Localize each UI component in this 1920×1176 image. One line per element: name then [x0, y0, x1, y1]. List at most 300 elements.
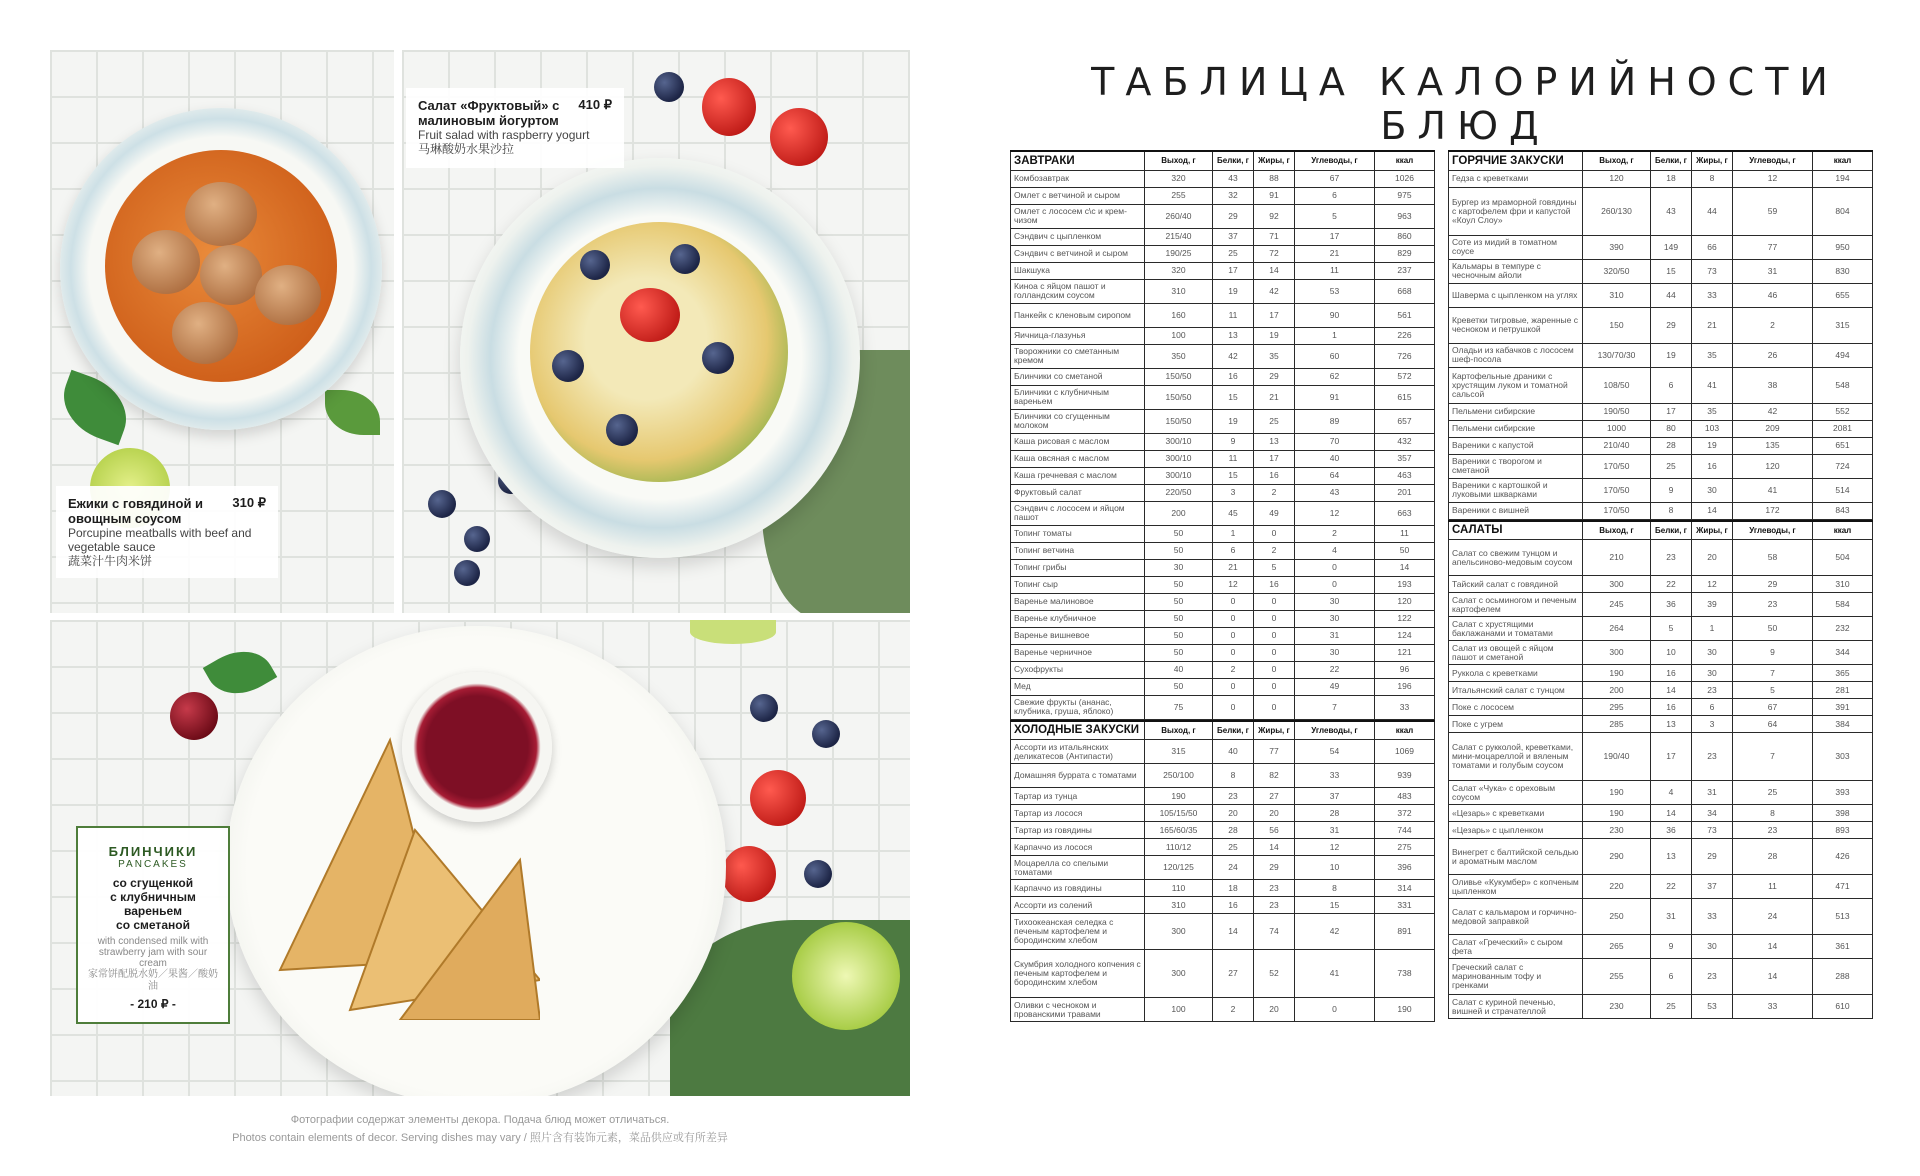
cell-fat: 6 [1692, 699, 1733, 716]
cherry-decor [170, 692, 218, 740]
cell-protein: 44 [1651, 283, 1692, 307]
cell-output: 300 [1145, 914, 1213, 950]
cell-output: 250 [1583, 899, 1651, 935]
cell-kcal: 891 [1375, 914, 1435, 950]
cell-protein: 23 [1213, 788, 1254, 805]
table-row [1011, 805, 1435, 822]
cell-carbs: 42 [1295, 914, 1375, 950]
strawberry-decor [702, 78, 756, 136]
table-row [1449, 576, 1873, 593]
dish-name: Сэндвич с лососем и яйцом пашот [1011, 501, 1145, 525]
table-row [1011, 484, 1435, 501]
dish-price: 410 ₽ [578, 97, 612, 112]
table-row [1011, 542, 1435, 559]
table-row [1449, 367, 1873, 403]
cell-protein: 14 [1651, 682, 1692, 699]
cell-kcal: 122 [1375, 610, 1435, 627]
dish-name: Вареники с капустой [1449, 437, 1583, 454]
cell-kcal: 237 [1375, 262, 1435, 279]
dish-name: Карпаччо из лосося [1011, 839, 1145, 856]
cell-output: 300 [1145, 950, 1213, 998]
pancake-option: со сгущенкой [112, 876, 194, 890]
table-row [1011, 245, 1435, 262]
cell-fat: 5 [1254, 559, 1295, 576]
cell-fat: 2 [1254, 542, 1295, 559]
table-row [1449, 170, 1873, 187]
table-row [1449, 716, 1873, 733]
cell-output: 130/70/30 [1583, 343, 1651, 367]
cell-carbs: 33 [1733, 995, 1813, 1019]
blueberry-decor [804, 860, 832, 888]
cell-protein: 4 [1651, 781, 1692, 805]
cell-output: 108/50 [1583, 367, 1651, 403]
cell-carbs: 21 [1295, 245, 1375, 262]
cell-carbs: 14 [1733, 959, 1813, 995]
cell-kcal: 829 [1375, 245, 1435, 262]
dish-name: Оладьи из кабачков с лососем шеф-посола [1449, 343, 1583, 367]
cell-carbs: 53 [1295, 279, 1375, 303]
cell-protein: 18 [1213, 880, 1254, 897]
dish-name: Салат из овощей с яйцом пашот и сметаной [1449, 641, 1583, 665]
dish-name: Картофельные драники с хрустящим луком и томатной сальсой [1449, 367, 1583, 403]
cell-fat: 0 [1254, 627, 1295, 644]
cell-kcal: 950 [1813, 235, 1873, 259]
cell-fat: 14 [1254, 839, 1295, 856]
dish-name: Вареники с творогом и сметаной [1449, 454, 1583, 478]
column-header-kcal: ккал [1375, 721, 1435, 740]
cell-fat: 71 [1254, 228, 1295, 245]
column-header-output: Выход, г [1145, 721, 1213, 740]
cell-protein: 2 [1213, 998, 1254, 1022]
table-row [1449, 733, 1873, 781]
cell-fat: 23 [1254, 897, 1295, 914]
cell-carbs: 8 [1295, 880, 1375, 897]
cell-kcal: 121 [1375, 644, 1435, 661]
cell-fat: 103 [1692, 420, 1733, 437]
cell-kcal: 120 [1375, 593, 1435, 610]
cell-output: 150/50 [1145, 409, 1213, 433]
table-row [1011, 303, 1435, 327]
dish-name: Скумбрия холодного копчения с печеным картофелем и бородинским хлебом [1011, 950, 1145, 998]
cell-kcal: 1069 [1375, 740, 1435, 764]
cell-carbs: 41 [1295, 950, 1375, 998]
cell-kcal: 310 [1813, 576, 1873, 593]
cell-kcal: 548 [1813, 367, 1873, 403]
dish-name: Винегрет с балтийской сельдью и ароматным маслом [1449, 839, 1583, 875]
cell-output: 120 [1583, 170, 1651, 187]
cell-kcal: 744 [1375, 822, 1435, 839]
cell-kcal: 226 [1375, 327, 1435, 344]
cell-protein: 5 [1651, 617, 1692, 641]
table-row [1011, 385, 1435, 409]
cell-fat: 29 [1692, 839, 1733, 875]
cell-carbs: 0 [1295, 576, 1375, 593]
cell-carbs: 30 [1295, 610, 1375, 627]
dish-name: Салат с кальмаром и горчично-медовой заправкой [1449, 899, 1583, 935]
cell-output: 50 [1145, 542, 1213, 559]
column-header-fat: Жиры, г [1254, 151, 1295, 170]
cell-kcal: 504 [1813, 540, 1873, 576]
cell-output: 150/50 [1145, 368, 1213, 385]
cell-protein: 0 [1213, 593, 1254, 610]
cell-fat: 3 [1692, 716, 1733, 733]
table-row [1011, 661, 1435, 678]
table-row [1011, 788, 1435, 805]
table-row [1449, 959, 1873, 995]
cell-output: 210/40 [1583, 437, 1651, 454]
column-header-output: Выход, г [1145, 151, 1213, 170]
cell-kcal: 396 [1375, 856, 1435, 880]
cell-protein: 32 [1213, 187, 1254, 204]
photo-fruit-salad [402, 50, 910, 613]
cell-kcal: 494 [1813, 343, 1873, 367]
dish-name-cn: 蔬菜汁牛肉米饼 [68, 554, 153, 568]
cell-kcal: 344 [1813, 641, 1873, 665]
cell-fat: 13 [1254, 433, 1295, 450]
cell-output: 1000 [1583, 420, 1651, 437]
dish-name: Вареники с картошкой и луковыми шкварками [1449, 478, 1583, 502]
cell-carbs: 67 [1295, 170, 1375, 187]
cell-fat: 16 [1254, 576, 1295, 593]
cell-output: 50 [1145, 593, 1213, 610]
column-header-carbs: Углеводы, г [1733, 521, 1813, 540]
cell-protein: 16 [1651, 665, 1692, 682]
cell-carbs: 64 [1295, 467, 1375, 484]
dish-name: Домашняя буррата с томатами [1011, 764, 1145, 788]
cell-carbs: 50 [1733, 617, 1813, 641]
cell-carbs: 30 [1295, 644, 1375, 661]
cell-output: 190 [1583, 665, 1651, 682]
cell-protein: 31 [1651, 899, 1692, 935]
pancake-option: со сметаной [116, 918, 190, 932]
cell-carbs: 41 [1733, 478, 1813, 502]
cell-protein: 24 [1213, 856, 1254, 880]
cell-kcal: 2081 [1813, 420, 1873, 437]
dish-name: Ассорти из солений [1011, 897, 1145, 914]
blueberry [552, 350, 584, 382]
cell-output: 264 [1583, 617, 1651, 641]
cell-fat: 23 [1692, 733, 1733, 781]
dish-name: Варенье черничное [1011, 644, 1145, 661]
dish-name: Яичница-глазунья [1011, 327, 1145, 344]
cell-fat: 23 [1692, 682, 1733, 699]
cell-carbs: 25 [1733, 781, 1813, 805]
cell-fat: 92 [1254, 204, 1295, 228]
dish-name: Панкейк с кленовым сиропом [1011, 303, 1145, 327]
cell-output: 320 [1145, 262, 1213, 279]
cell-output: 50 [1145, 576, 1213, 593]
cell-protein: 12 [1213, 576, 1254, 593]
dish-name: Шакшука [1011, 262, 1145, 279]
cell-protein: 14 [1213, 914, 1254, 950]
cell-protein: 18 [1651, 170, 1692, 187]
cell-protein: 15 [1213, 467, 1254, 484]
cell-output: 30 [1145, 559, 1213, 576]
column-header-output: Выход, г [1583, 151, 1651, 170]
dish-name: Топинг томаты [1011, 525, 1145, 542]
cell-output: 110 [1145, 880, 1213, 897]
cell-kcal: 513 [1813, 899, 1873, 935]
photo-disclaimer-en: Photos contain elements of decor. Serving dishes may vary / 照片含有装饰元素，菜品供应或有所差异 [232, 1132, 728, 1144]
cell-fat: 16 [1254, 467, 1295, 484]
table-row [1449, 781, 1873, 805]
cell-fat: 17 [1254, 450, 1295, 467]
column-header-output: Выход, г [1583, 521, 1651, 540]
lime-decor [690, 620, 776, 644]
cell-output: 50 [1145, 678, 1213, 695]
cell-protein: 27 [1213, 950, 1254, 998]
dish-name: Топинг ветчина [1011, 542, 1145, 559]
cell-protein: 21 [1213, 559, 1254, 576]
cell-carbs: 40 [1295, 450, 1375, 467]
cell-fat: 33 [1692, 283, 1733, 307]
cell-output: 320 [1145, 170, 1213, 187]
table-row [1011, 695, 1435, 719]
dish-name: Мед [1011, 678, 1145, 695]
table-row [1011, 822, 1435, 839]
blueberry-decor [428, 490, 456, 518]
cell-kcal: 33 [1375, 695, 1435, 719]
cell-kcal: 651 [1813, 437, 1873, 454]
dish-name: Пельмени сибирские [1449, 403, 1583, 420]
dish-name: Салат «Греческий» с сыром фета [1449, 935, 1583, 959]
cell-fat: 66 [1692, 235, 1733, 259]
table-row [1011, 764, 1435, 788]
cell-fat: 20 [1254, 805, 1295, 822]
meatball [172, 302, 238, 364]
cell-carbs: 9 [1733, 641, 1813, 665]
cell-protein: 0 [1213, 644, 1254, 661]
cell-output: 310 [1583, 283, 1651, 307]
cell-kcal: 655 [1813, 283, 1873, 307]
dish-name: Омлет с ветчиной и сыром [1011, 187, 1145, 204]
cell-protein: 19 [1213, 409, 1254, 433]
table-row [1449, 699, 1873, 716]
column-header-protein: Белки, г [1651, 521, 1692, 540]
cell-carbs: 29 [1733, 576, 1813, 593]
cell-output: 50 [1145, 525, 1213, 542]
meatball [255, 265, 321, 325]
pancakes-price: - 210 ₽ - [130, 997, 176, 1011]
cell-protein: 25 [1651, 454, 1692, 478]
calorie-column-left [1010, 150, 1434, 1022]
dish-name: Тартар из тунца [1011, 788, 1145, 805]
cell-kcal: 314 [1375, 880, 1435, 897]
cell-output: 170/50 [1583, 454, 1651, 478]
cell-fat: 19 [1254, 327, 1295, 344]
cell-output: 190/40 [1583, 733, 1651, 781]
cell-fat: 27 [1254, 788, 1295, 805]
cell-kcal: 384 [1813, 716, 1873, 733]
cell-output: 255 [1583, 959, 1651, 995]
cell-output: 300 [1583, 641, 1651, 665]
dish-name-en: Porcupine meatballs with beef and vegetable sauce [68, 526, 252, 554]
cell-kcal: 963 [1375, 204, 1435, 228]
cell-fat: 0 [1254, 593, 1295, 610]
pancake-options-en: with condensed milk with strawberry jam with sour cream [97, 936, 209, 969]
cell-kcal: 357 [1375, 450, 1435, 467]
cell-protein: 19 [1213, 279, 1254, 303]
table-row [1449, 187, 1873, 235]
cell-output: 310 [1145, 279, 1213, 303]
table-row [1011, 950, 1435, 998]
cell-fat: 37 [1692, 875, 1733, 899]
cell-output: 190/25 [1145, 245, 1213, 262]
cell-kcal: 398 [1813, 805, 1873, 822]
cell-carbs: 62 [1295, 368, 1375, 385]
cell-fat: 0 [1254, 695, 1295, 719]
table-row [1011, 327, 1435, 344]
cell-carbs: 54 [1295, 740, 1375, 764]
dish-name: Руккола с креветками [1449, 665, 1583, 682]
cell-protein: 19 [1651, 343, 1692, 367]
cell-kcal: 1026 [1375, 170, 1435, 187]
column-header-fat: Жиры, г [1692, 151, 1733, 170]
cell-kcal: 124 [1375, 627, 1435, 644]
cell-output: 190 [1583, 805, 1651, 822]
cell-protein: 17 [1651, 403, 1692, 420]
dish-name: Каша рисовая с маслом [1011, 433, 1145, 450]
cell-kcal: 14 [1375, 559, 1435, 576]
cell-fat: 20 [1254, 998, 1295, 1022]
cell-output: 265 [1583, 935, 1651, 959]
cell-carbs: 7 [1295, 695, 1375, 719]
table-row [1449, 343, 1873, 367]
cell-carbs: 90 [1295, 303, 1375, 327]
dish-name: Карпаччо из говядины [1011, 880, 1145, 897]
strawberry-topping [620, 288, 680, 342]
table-row [1449, 935, 1873, 959]
dish-name: Итальянский салат с тунцом [1449, 682, 1583, 699]
dish-name: Тартар из лосося [1011, 805, 1145, 822]
cell-output: 245 [1583, 593, 1651, 617]
cell-protein: 13 [1651, 716, 1692, 733]
pancake-options-cn: 家常饼配脱水奶／果酱／酸奶油 [88, 969, 218, 992]
cell-protein: 29 [1651, 307, 1692, 343]
cell-fat: 49 [1254, 501, 1295, 525]
cell-protein: 0 [1213, 695, 1254, 719]
cell-protein: 43 [1213, 170, 1254, 187]
cell-kcal: 860 [1375, 228, 1435, 245]
cell-protein: 8 [1651, 502, 1692, 519]
cell-protein: 2 [1213, 661, 1254, 678]
cell-output: 190 [1145, 788, 1213, 805]
cell-carbs: 59 [1733, 187, 1813, 235]
cell-output: 350 [1145, 344, 1213, 368]
cell-protein: 0 [1213, 678, 1254, 695]
cell-fat: 21 [1254, 385, 1295, 409]
table-row [1011, 627, 1435, 644]
table-row [1011, 897, 1435, 914]
cell-output: 160 [1145, 303, 1213, 327]
photo-disclaimer-ru: Фотографии содержат элементы декора. Подача блюд может отличаться. [290, 1114, 670, 1126]
cell-kcal: 610 [1813, 995, 1873, 1019]
column-header-carbs: Углеводы, г [1733, 151, 1813, 170]
cell-carbs: 209 [1733, 420, 1813, 437]
cell-carbs: 7 [1733, 733, 1813, 781]
cell-carbs: 15 [1295, 897, 1375, 914]
table-row [1449, 437, 1873, 454]
table-row [1011, 279, 1435, 303]
cell-carbs: 43 [1295, 484, 1375, 501]
cell-protein: 28 [1213, 822, 1254, 839]
cell-fat: 19 [1692, 437, 1733, 454]
table-row [1449, 805, 1873, 822]
dish-name: Бургер из мраморной говядины с картофелем фри и капустой «Коул Слоу» [1449, 187, 1583, 235]
cell-fat: 82 [1254, 764, 1295, 788]
blueberry-decor [464, 526, 490, 552]
cell-output: 210 [1583, 540, 1651, 576]
table-row [1449, 617, 1873, 641]
column-header-protein: Белки, г [1213, 721, 1254, 740]
cell-protein: 17 [1651, 733, 1692, 781]
table-row [1449, 502, 1873, 519]
cell-carbs: 14 [1733, 935, 1813, 959]
table-row [1449, 454, 1873, 478]
pancakes-title-ru: БЛИНЧИКИ [108, 844, 198, 859]
cell-kcal: 50 [1375, 542, 1435, 559]
table-row [1449, 403, 1873, 420]
dish-name: Блинчики с клубничным вареньем [1011, 385, 1145, 409]
table-row [1011, 593, 1435, 610]
cell-fat: 12 [1692, 576, 1733, 593]
cell-kcal: 194 [1813, 170, 1873, 187]
cell-carbs: 0 [1295, 998, 1375, 1022]
cell-fat: 33 [1692, 899, 1733, 935]
column-header-kcal: ккал [1375, 151, 1435, 170]
pancakes [240, 720, 540, 1020]
pancakes-label [76, 826, 230, 1024]
dish-label-meatballs [56, 486, 278, 578]
cell-kcal: 657 [1375, 409, 1435, 433]
cell-protein: 37 [1213, 228, 1254, 245]
column-header-kcal: ккал [1813, 151, 1873, 170]
table-row [1449, 822, 1873, 839]
table-row [1449, 641, 1873, 665]
dish-name: Ассорти из итальянских деликатесов (Антипасти) [1011, 740, 1145, 764]
cell-carbs: 31 [1733, 259, 1813, 283]
dish-price: 310 ₽ [232, 495, 266, 510]
column-header-fat: Жиры, г [1692, 521, 1733, 540]
cell-kcal: 331 [1375, 897, 1435, 914]
dish-name: «Цезарь» с цыпленком [1449, 822, 1583, 839]
cell-output: 250/100 [1145, 764, 1213, 788]
meatball [185, 182, 257, 246]
blueberry [702, 342, 734, 374]
cell-kcal: 96 [1375, 661, 1435, 678]
table-hot-appetizers [1448, 150, 1873, 520]
cell-fat: 35 [1692, 343, 1733, 367]
cell-output: 105/15/50 [1145, 805, 1213, 822]
dish-name: Сухофрукты [1011, 661, 1145, 678]
cell-kcal: 426 [1813, 839, 1873, 875]
cell-carbs: 11 [1295, 262, 1375, 279]
cell-output: 290 [1583, 839, 1651, 875]
cell-carbs: 1 [1295, 327, 1375, 344]
column-header-protein: Белки, г [1651, 151, 1692, 170]
section-header-row [1449, 151, 1873, 170]
section-title: САЛАТЫ [1449, 521, 1583, 540]
cell-protein: 13 [1213, 327, 1254, 344]
cell-fat: 35 [1254, 344, 1295, 368]
cell-protein: 23 [1651, 540, 1692, 576]
cell-fat: 8 [1692, 170, 1733, 187]
cell-fat: 14 [1254, 262, 1295, 279]
table-row [1449, 665, 1873, 682]
cell-carbs: 26 [1733, 343, 1813, 367]
cell-carbs: 77 [1733, 235, 1813, 259]
cell-kcal: 471 [1813, 875, 1873, 899]
